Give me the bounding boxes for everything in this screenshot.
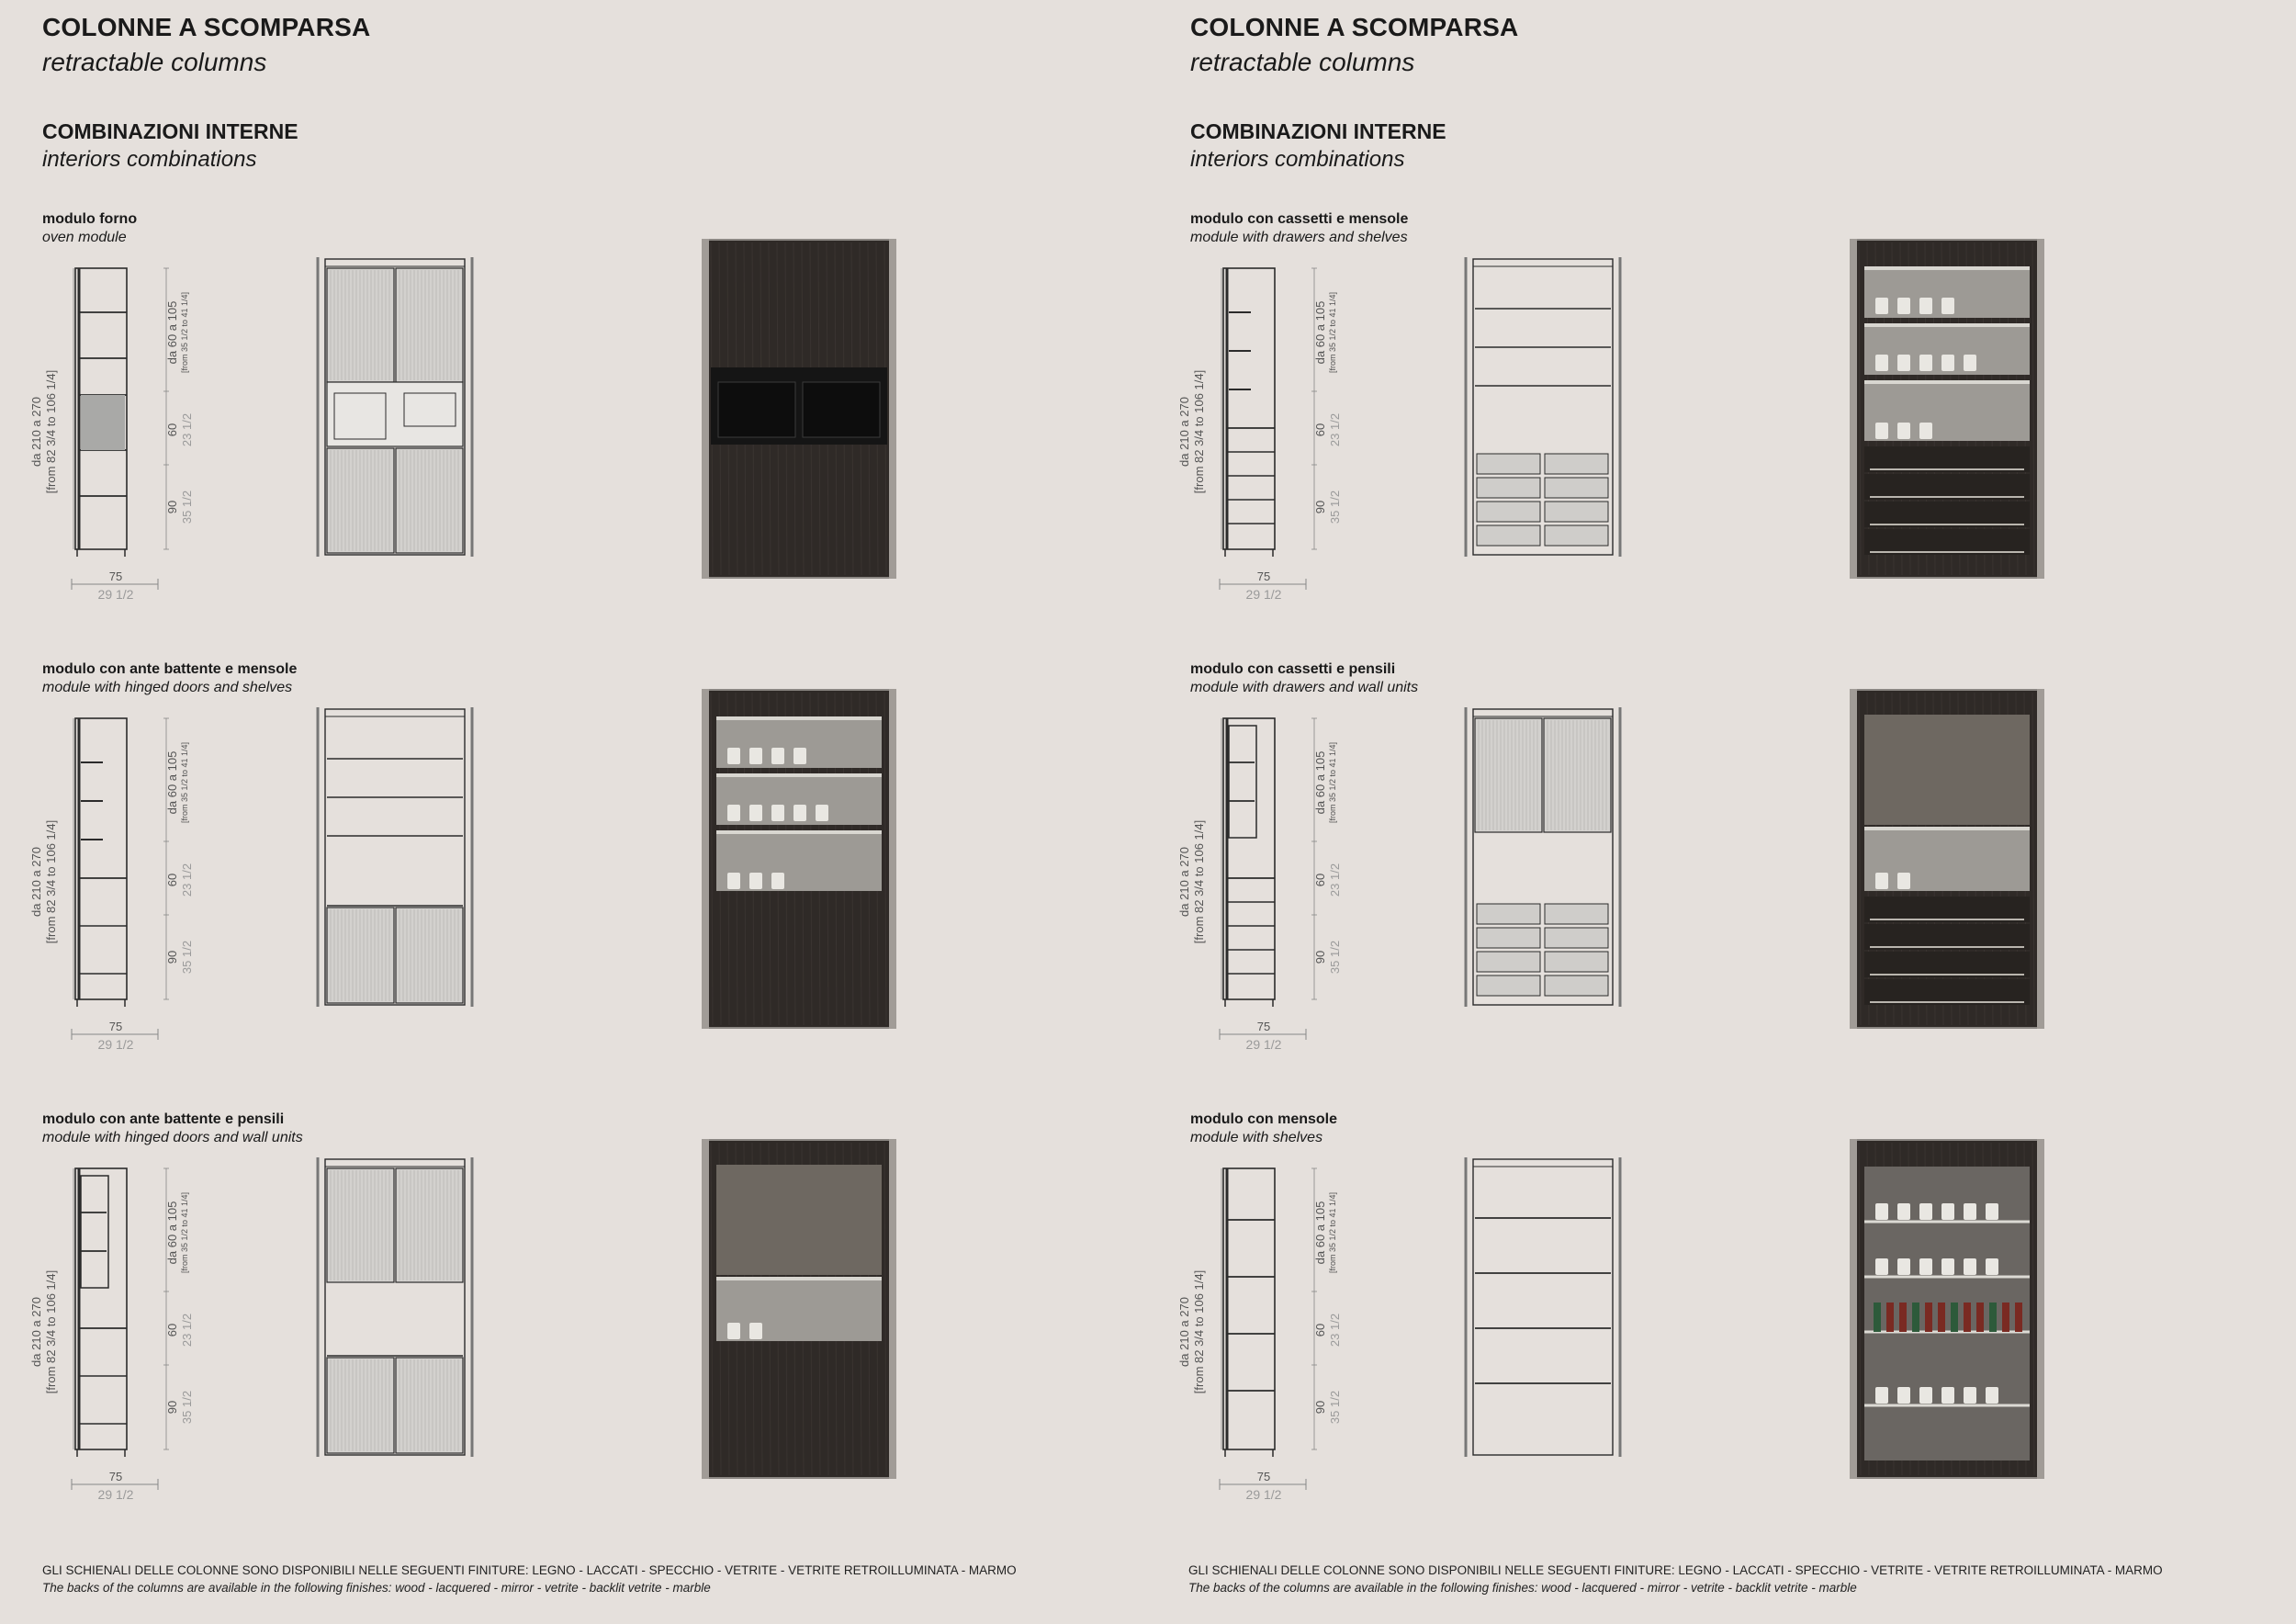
dim-low-cm: 90 (165, 500, 179, 514)
dim-width-cm: 75 (108, 1020, 123, 1033)
fluted-glass-door (1475, 718, 1542, 832)
bottle (1964, 1303, 1971, 1332)
footer-note-italian: GLI SCHIENALI DELLE COLONNE SONO DISPONIBILI NELLE SEGUENTI FINITURE: LEGNO - LACCATI - SPECCHIO - VETRITE - VETRITE RETROILLUMINATA - MARMO (1188, 1563, 2163, 1577)
dim-mid-cm: 60 (1313, 873, 1327, 887)
side-section-drawing (26, 707, 200, 1056)
drawer-front (1545, 952, 1608, 972)
photo-pocket-door (889, 1139, 896, 1479)
oven (803, 382, 880, 437)
dishware (1941, 1203, 1954, 1220)
page-subtitle: retractable columns (42, 48, 267, 76)
drawer-front-photo (1864, 897, 2030, 922)
dim-upper-in: [from 35 1/2 to 41 1/4] (1328, 1191, 1337, 1274)
dishware (1964, 1258, 1976, 1275)
bottle (2015, 1303, 2022, 1332)
dishware (1875, 355, 1888, 371)
dishware (749, 873, 762, 889)
dim-upper-in: [from 35 1/2 to 41 1/4] (1328, 291, 1337, 374)
photo-pocket-door (889, 239, 896, 579)
dim-mid-cm: 60 (165, 1323, 179, 1337)
fluted-glass-door (396, 1358, 463, 1453)
side-section-drawing (1174, 707, 1348, 1056)
column-photo (698, 689, 900, 1029)
dishware (1897, 298, 1910, 314)
module-block (0, 1111, 1148, 1543)
dishware (1964, 1203, 1976, 1220)
module-title: modulo forno (42, 211, 138, 227)
page-title: COLONNE A SCOMPARSA (42, 13, 371, 41)
fluted-glass-door (396, 448, 463, 553)
led-strip (1864, 323, 2030, 327)
dishware (1875, 298, 1888, 314)
dishware (1897, 1203, 1910, 1220)
dishware (1986, 1387, 1998, 1404)
oven-bay (327, 382, 463, 446)
dim-upper-in: [from 35 1/2 to 41 1/4] (180, 1191, 189, 1274)
dim-height-cm: da 210 a 270 (1177, 397, 1191, 467)
dim-height-in: [from 82 3/4 to 106 1/4] (44, 819, 58, 944)
dim-mid-cm: 60 (165, 873, 179, 887)
fluted-glass-door (327, 1358, 394, 1453)
led-strip (1864, 266, 2030, 270)
front-elevation-drawing (312, 707, 478, 1010)
fluted-glass-door (396, 1168, 463, 1282)
dim-width-in: 29 1/2 (1245, 587, 1282, 602)
photo-pocket-door (2037, 1139, 2044, 1479)
module-title: modulo con mensole (1190, 1111, 1338, 1127)
drawer-front-photo (1864, 446, 2030, 472)
module-subtitle: module with hinged doors and shelves (42, 680, 293, 695)
fluted-glass-door (327, 1168, 394, 1282)
led-strip (716, 830, 882, 834)
dim-width-in: 29 1/2 (97, 1037, 134, 1052)
dishware (1941, 1387, 1954, 1404)
dishware (1897, 1258, 1910, 1275)
drawer-front-photo (1864, 474, 2030, 500)
fluted-glass-door (396, 268, 463, 382)
dim-height-cm: da 210 a 270 (29, 1297, 43, 1367)
dim-upper-cm: da 60 a 105 (1313, 750, 1327, 815)
side-cabinet-outline (1223, 1168, 1275, 1449)
lit-niche (716, 1277, 882, 1341)
dishware (749, 805, 762, 821)
dishware (1964, 355, 1976, 371)
dim-mid-in: 23 1/2 (1328, 1313, 1342, 1348)
bottle (1925, 1303, 1932, 1332)
dim-width-in: 29 1/2 (1245, 1487, 1282, 1502)
column-photo (698, 1139, 900, 1479)
drawer-front (1545, 478, 1608, 498)
bottle (1989, 1303, 1997, 1332)
dim-mid-in: 23 1/2 (180, 412, 194, 447)
dishware (1986, 1258, 1998, 1275)
module-block (1148, 211, 2296, 643)
dim-low-cm: 90 (165, 950, 179, 964)
bottle (2002, 1303, 2009, 1332)
fluted-glass-door (1544, 718, 1611, 832)
column-photo (1846, 1139, 2048, 1479)
photo-pocket-door (1850, 1139, 1857, 1479)
module-title: modulo con ante battente e pensili (42, 1111, 285, 1127)
drawer-front (1477, 952, 1540, 972)
side-oven (81, 395, 125, 450)
dim-height-in: [from 82 3/4 to 106 1/4] (1192, 369, 1206, 494)
front-elevation-drawing (1460, 707, 1626, 1010)
dishware (727, 748, 740, 764)
dim-width-cm: 75 (1256, 1020, 1271, 1033)
module-block (1148, 1111, 2296, 1543)
module-block (0, 211, 1148, 643)
dim-width-in: 29 1/2 (97, 587, 134, 602)
led-strip (716, 716, 882, 720)
dim-mid-in: 23 1/2 (180, 1313, 194, 1348)
lit-niche (1864, 827, 2030, 891)
dim-low-in: 35 1/2 (1328, 1390, 1342, 1425)
dim-low-in: 35 1/2 (1328, 940, 1342, 975)
dishware (1875, 423, 1888, 439)
fluted-glass-door (327, 268, 394, 382)
dim-height-cm: da 210 a 270 (29, 847, 43, 917)
module-title: modulo con ante battente e mensole (42, 661, 298, 677)
dim-upper-in: [from 35 1/2 to 41 1/4] (180, 741, 189, 824)
dishware (771, 873, 784, 889)
side-cabinet-outline (75, 718, 127, 999)
drawer-front (1477, 928, 1540, 948)
dim-width-in: 29 1/2 (1245, 1037, 1282, 1052)
dim-upper-cm: da 60 a 105 (1313, 300, 1327, 365)
bottle (1976, 1303, 1984, 1332)
dishware (816, 805, 828, 821)
column-photo (1846, 689, 2048, 1029)
module-block (0, 661, 1148, 1093)
dim-low-in: 35 1/2 (1328, 490, 1342, 524)
dim-upper-cm: da 60 a 105 (165, 750, 179, 815)
drawer-front-photo (1864, 529, 2030, 555)
dim-low-cm: 90 (1313, 500, 1327, 514)
oven (718, 382, 795, 437)
dim-upper-cm: da 60 a 105 (165, 1201, 179, 1265)
dishware (1941, 1258, 1954, 1275)
drawer-front (1545, 454, 1608, 474)
drawer-front (1545, 525, 1608, 546)
dishware (1897, 1387, 1910, 1404)
module-title: modulo con cassetti e mensole (1190, 211, 1409, 227)
module-subtitle: module with shelves (1190, 1130, 1323, 1145)
dishware (1897, 355, 1910, 371)
dishware (727, 873, 740, 889)
drawer-front-photo (1864, 979, 2030, 1005)
photo-pocket-door (702, 239, 709, 579)
dishware (1919, 423, 1932, 439)
fluted-glass-door (327, 448, 394, 553)
footer-note-english: The backs of the columns are available in the following finishes: wood - lacquered - mirror - vetrite - backlit vetrite - marble (1188, 1581, 1857, 1595)
lit-niche (1864, 380, 2030, 441)
dim-width-cm: 75 (108, 570, 123, 583)
side-cabinet-outline (1223, 268, 1275, 549)
fluted-glass-door (327, 908, 394, 1003)
dishware (1875, 873, 1888, 889)
drawer-front (1477, 525, 1540, 546)
bottle (1912, 1303, 1919, 1332)
dishware (1919, 355, 1932, 371)
fluted-glass-door (396, 908, 463, 1003)
drawer-front (1477, 454, 1540, 474)
dim-mid-in: 23 1/2 (180, 863, 194, 897)
drawer-front (1477, 502, 1540, 522)
drawer-front (1477, 478, 1540, 498)
dishware (1875, 1387, 1888, 1404)
bottle (1886, 1303, 1894, 1332)
drawer-front (1477, 904, 1540, 924)
dim-height-in: [from 82 3/4 to 106 1/4] (1192, 819, 1206, 944)
dishware (1897, 423, 1910, 439)
footer-note-english: The backs of the columns are available in the following finishes: wood - lacquered - mirror - vetrite - backlit vetrite - marble (42, 1581, 711, 1595)
module-title: modulo con cassetti e pensili (1190, 661, 1396, 677)
dishware (1919, 1203, 1932, 1220)
dim-mid-in: 23 1/2 (1328, 412, 1342, 447)
module-subtitle: module with hinged doors and wall units (42, 1130, 303, 1145)
dishware (1919, 298, 1932, 314)
right-page (1148, 0, 2296, 1624)
dishware (1941, 298, 1954, 314)
side-section-drawing (1174, 1157, 1348, 1506)
led-strip (1864, 380, 2030, 384)
dim-low-cm: 90 (1313, 950, 1327, 964)
led-strip (716, 773, 882, 777)
photo-pocket-door (2037, 689, 2044, 1029)
dishware (1986, 1203, 1998, 1220)
side-wall-unit (81, 1176, 108, 1288)
dishware (1964, 1387, 1976, 1404)
dim-upper-in: [from 35 1/2 to 41 1/4] (1328, 741, 1337, 824)
bottle (1899, 1303, 1907, 1332)
dim-mid-cm: 60 (1313, 423, 1327, 437)
bottle (1874, 1303, 1881, 1332)
dishware (749, 1323, 762, 1339)
module-subtitle: module with drawers and wall units (1190, 680, 1419, 695)
drawer-front (1477, 976, 1540, 996)
dim-low-cm: 90 (165, 1400, 179, 1415)
dim-height-in: [from 82 3/4 to 106 1/4] (44, 1269, 58, 1394)
front-elevation-drawing (312, 257, 478, 560)
photo-pocket-door (2037, 239, 2044, 579)
led-strip (1864, 827, 2030, 830)
dim-mid-cm: 60 (1313, 1323, 1327, 1337)
section-title: COMBINAZIONI INTERNE (1190, 119, 1446, 143)
dim-height-cm: da 210 a 270 (1177, 1297, 1191, 1367)
front-elevation-drawing (1460, 257, 1626, 560)
dim-low-in: 35 1/2 (180, 940, 194, 975)
dim-height-cm: da 210 a 270 (1177, 847, 1191, 917)
side-section-drawing (1174, 257, 1348, 606)
dishware (793, 748, 806, 764)
photo-pocket-door (702, 689, 709, 1029)
column-photo (698, 239, 900, 579)
dishware (771, 805, 784, 821)
dim-upper-in: [from 35 1/2 to 41 1/4] (180, 291, 189, 374)
dishware (727, 1323, 740, 1339)
photo-pocket-door (889, 689, 896, 1029)
dishware (1919, 1387, 1932, 1404)
front-elevation-drawing (1460, 1157, 1626, 1460)
dishware (1941, 355, 1954, 371)
side-cabinet-outline (75, 1168, 127, 1449)
module-subtitle: module with drawers and shelves (1190, 230, 1408, 245)
side-wall-unit (1229, 726, 1256, 838)
dishware (771, 748, 784, 764)
module-block (1148, 661, 2296, 1093)
dim-upper-cm: da 60 a 105 (1313, 1201, 1327, 1265)
dishware (749, 748, 762, 764)
lit-niche (716, 830, 882, 891)
drawer-front-photo (1864, 924, 2030, 950)
dim-upper-cm: da 60 a 105 (165, 300, 179, 365)
dim-width-cm: 75 (1256, 1470, 1271, 1483)
dim-height-in: [from 82 3/4 to 106 1/4] (44, 369, 58, 494)
photo-pocket-door (702, 1139, 709, 1479)
bottle (1938, 1303, 1945, 1332)
page-title: COLONNE A SCOMPARSA (1190, 13, 1519, 41)
wall-unit-door (1864, 715, 2030, 825)
wall-unit-door (716, 1165, 882, 1275)
side-section-drawing (26, 1157, 200, 1506)
dishware (727, 805, 740, 821)
bottle (1951, 1303, 1958, 1332)
side-section-drawing (26, 257, 200, 606)
dim-height-in: [from 82 3/4 to 106 1/4] (1192, 1269, 1206, 1394)
dim-low-in: 35 1/2 (180, 490, 194, 524)
section-subtitle: interiors combinations (42, 147, 257, 172)
dim-width-cm: 75 (108, 1470, 123, 1483)
photo-pocket-door (1850, 239, 1857, 579)
page-subtitle: retractable columns (1190, 48, 1415, 76)
dim-width-cm: 75 (1256, 570, 1271, 583)
led-strip (716, 1277, 882, 1280)
front-elevation-drawing (312, 1157, 478, 1460)
dishware (1897, 873, 1910, 889)
drawer-front-photo (1864, 952, 2030, 977)
dim-mid-in: 23 1/2 (1328, 863, 1342, 897)
footer-note-italian: GLI SCHIENALI DELLE COLONNE SONO DISPONIBILI NELLE SEGUENTI FINITURE: LEGNO - LACCATI - SPECCHIO - VETRITE - VETRITE RETROILLUMINATA - MARMO (42, 1563, 1017, 1577)
photo-pocket-door (1850, 689, 1857, 1029)
drawer-front (1545, 502, 1608, 522)
dishware (1875, 1258, 1888, 1275)
front-frame (1473, 1159, 1613, 1455)
drawer-front-photo (1864, 502, 2030, 527)
module-subtitle: oven module (42, 230, 127, 245)
dishware (793, 805, 806, 821)
dim-low-cm: 90 (1313, 1400, 1327, 1415)
column-photo (1846, 239, 2048, 579)
drawer-front (1545, 976, 1608, 996)
section-title: COMBINAZIONI INTERNE (42, 119, 298, 143)
side-cabinet-outline (1223, 718, 1275, 999)
drawer-front (1545, 904, 1608, 924)
dim-width-in: 29 1/2 (97, 1487, 134, 1502)
dishware (1919, 1258, 1932, 1275)
drawer-front (1545, 928, 1608, 948)
dim-mid-cm: 60 (165, 423, 179, 437)
dim-height-cm: da 210 a 270 (29, 397, 43, 467)
dishware (1875, 1203, 1888, 1220)
dim-low-in: 35 1/2 (180, 1390, 194, 1425)
section-subtitle: interiors combinations (1190, 147, 1405, 172)
